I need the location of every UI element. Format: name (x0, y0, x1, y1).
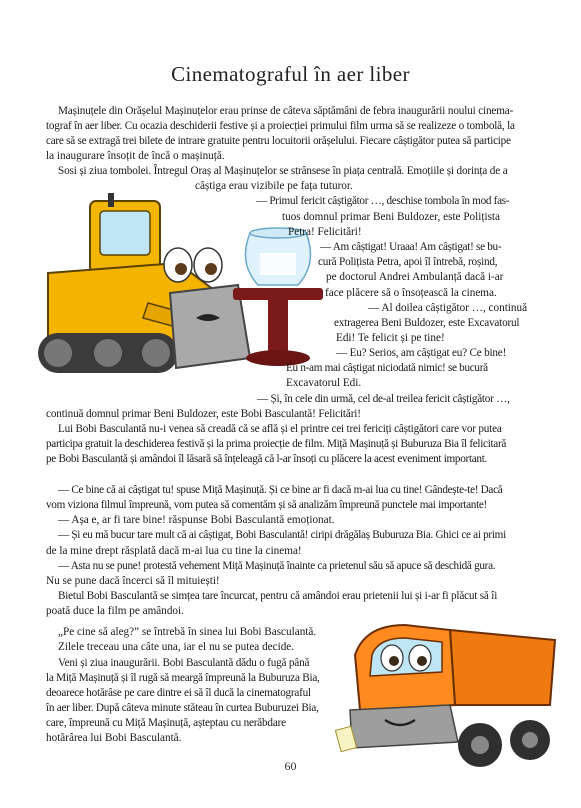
text-line: — Al doilea câștigător …, continuă (368, 302, 528, 314)
text-line: Lui Bobi Basculantă nu-i venea să creadă că se află și el printre cei trei fericiți câștigători care vor putea (58, 423, 502, 435)
text-line: — Ce bine că ai câștigat tu! spuse Miță Mașinuță. Și ce bine ar fi dacă m-ai lua cu tine! Gândește-te! Dacă (58, 484, 503, 496)
text-line: Veni și ziua inaugurării. Bobi Basculantă dădu o fugă până (58, 657, 310, 669)
text-line: Sosi și ziua tombolei. Întregul Oraș al Mașinuțelor se strânsese în piața centrală. Emoțiile și dorința de a (58, 165, 508, 177)
text-line: poată duce la film pe amândoi. (46, 605, 184, 617)
text-line: continuă domnul primar Beni Buldozer, este Bobi Basculantă! Felicitări! (46, 408, 361, 420)
text-line: deoarece hotărâse pe care dintre ei să îl ducă la cinematograful (46, 687, 311, 699)
text-line: la Miță Mașinuță și îl rugă să meargă împreună la Buburuza Bia, (46, 672, 320, 684)
text-line: — Eu? Serios, am câștigat eu? Ce bine! (336, 347, 507, 359)
text-line: — Asta nu se pune! protestă vehement Miță Mașinuță înainte ca prietenul său să apuce să deschidă gura. (58, 560, 496, 572)
text-line: Edi! Te felicit și pe tine! (336, 332, 445, 344)
text-line: extragerea Beni Buldozer, este Excavatorul (334, 317, 520, 329)
text-line: de la mine drept răsplată dacă m-ai lua cu tine la cinema! (46, 545, 302, 557)
text-line: Zilele treceau una câte una, iar el nu se putea decide. (58, 641, 295, 653)
text-line: „Pe cine să aleg?” se întrebă în sinea lui Bobi Basculantă. (58, 626, 317, 638)
text-line: — Și, în cele din urmă, cel de-al treilea fericit câștigător …, (257, 393, 510, 405)
dump-truck-illustration (330, 610, 560, 775)
chapter-title: Cinematograful în aer liber (171, 62, 410, 86)
text-line: tuos domnul primar Beni Buldozer, este Polițista (282, 211, 500, 223)
text-line: tograf în aer liber. Cu ocazia deschiderii festive și a proiecției primului film urma să se realizeze o tombolă, la (46, 120, 515, 132)
text-line: participa gratuit la deschiderea festivă și la prima proiecție de film. Miță Mașinuță și Buburuza Bia îl felicitară (46, 438, 507, 450)
text-line: câștiga erau vizibile pe fața tuturor. (195, 180, 353, 192)
text-line: Excavatorul Edi. (286, 377, 362, 389)
text-line: care să se extragă trei bilete de intrare gratuite pentru locuitorii orășelului. Fiecare câștigător putea să participe (46, 135, 511, 147)
text-line: — Așa e, ar fi tare bine! răspunse Bobi Basculantă emoționat. (58, 514, 335, 526)
text-line: Mașinuțele din Orășelul Mașinuțelor erau prinse de câteva săptămâni de febra inaugurării noului cinema- (58, 105, 514, 117)
text-line: cură Polițista Petra, apoi îl întrebă, roșind, (318, 256, 498, 268)
page-number: 60 (284, 759, 297, 773)
text-line: care, împreună cu Miță Mașinuță, așteptau cu nerăbdare (46, 717, 286, 729)
text-line: Petra! Felicitări! (288, 226, 362, 238)
text-line: pe Bobi Basculantă și amândoi îl lăsară să înțeleagă că l-ar însoți cu plăcere la acest eveniment important. (46, 453, 488, 465)
text-line: la inaugurare însoțit de încă o mașinuță. (46, 150, 225, 162)
text-line: pe doctorul Andrei Ambulanță dacă i-ar (326, 271, 504, 283)
text-line: Nu se pune dacă încerci să îl mituiești! (46, 575, 220, 587)
text-line: — Și eu mă bucur tare mult că ai câștigat, Bobi Basculantă! ciripi drăgălaș Buburuza Bia. Ghici ce ai primi (58, 529, 506, 541)
text-line: vom viziona filmul împreună, vom putea să comentăm și să analizăm împreună punctele mai importante! (46, 499, 487, 511)
text-line: Eu n-am mai câștigat niciodată nimic! se bucură (286, 362, 488, 374)
text-line: — Am câștigat! Uraaa! Am câștigat! se bu- (320, 241, 502, 253)
text-line: în aer liber. După câteva minute stăteau în curtea Buburuzei Bia, (46, 702, 319, 714)
text-line: — Primul fericit câștigător …, deschise tombola în mod fas- (256, 195, 510, 207)
text-line: hotărârea lui Bobi Basculantă. (46, 732, 182, 744)
text-line: face plăcere să o însoțească la cinema. (325, 287, 497, 299)
text-line: Bietul Bobi Basculantă se simțea tare încurcat, pentru că amândoi erau prietenii lui și i-ar fi plăcut să îi (58, 590, 498, 602)
